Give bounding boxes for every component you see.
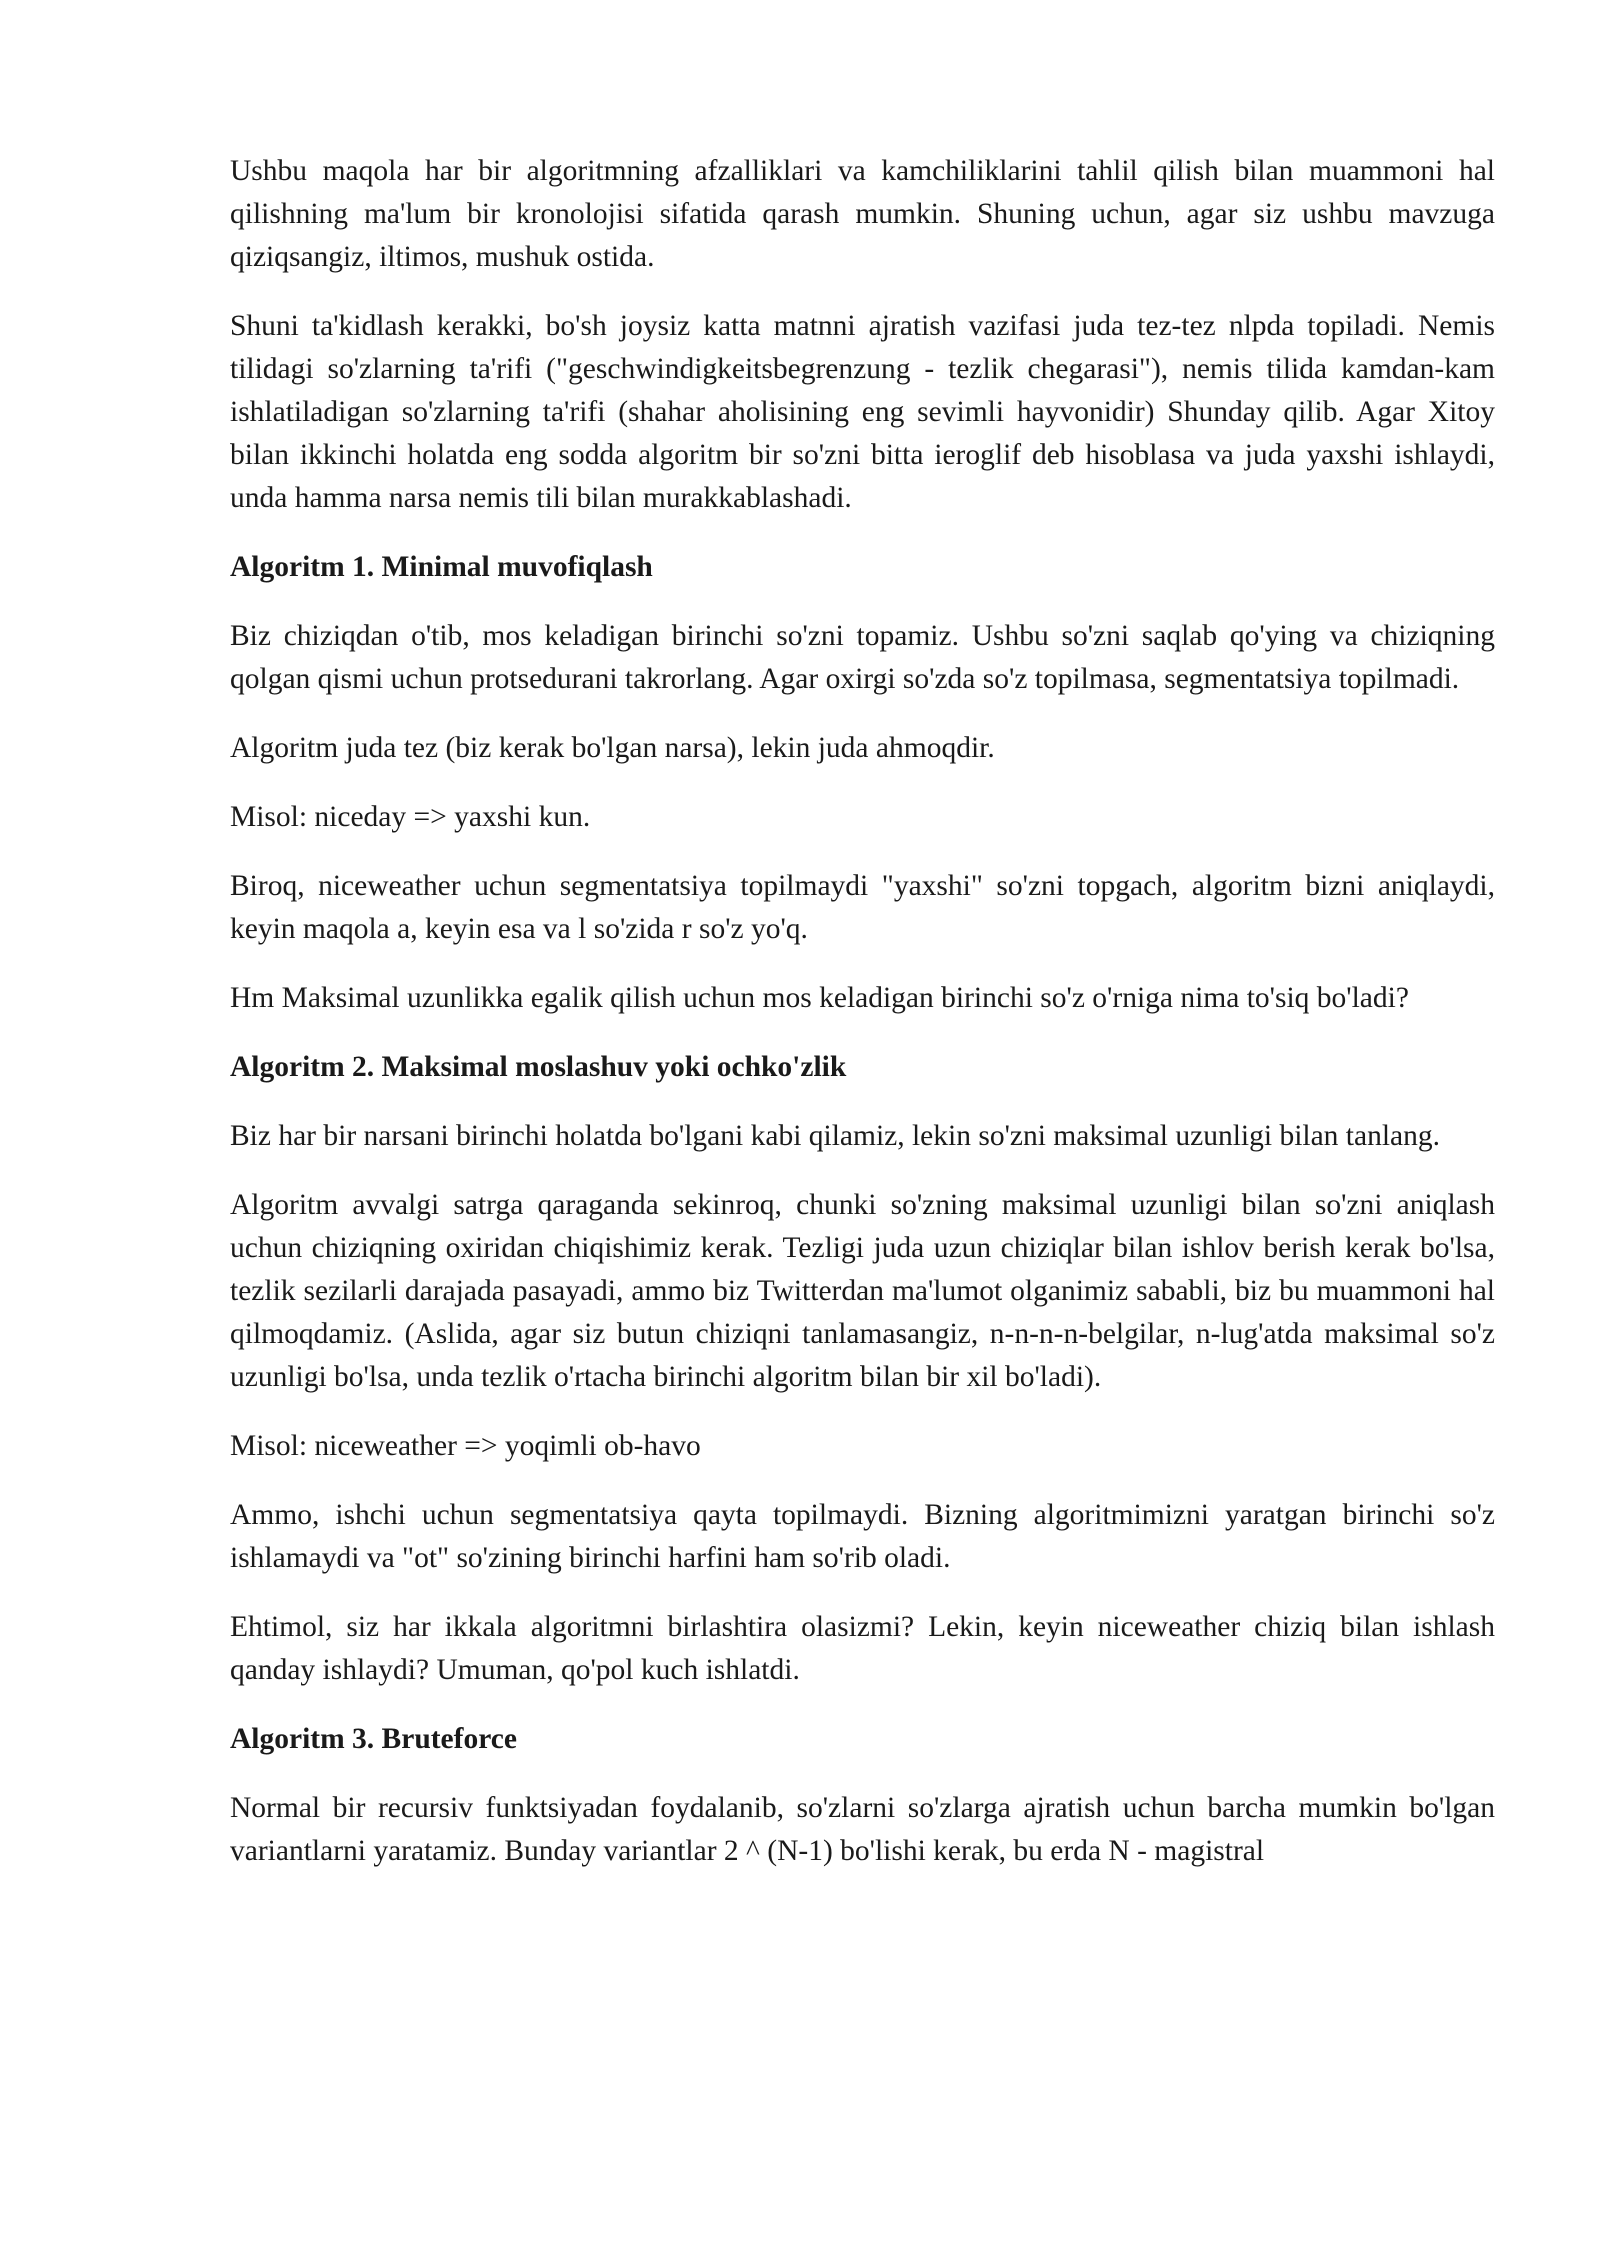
heading-algorithm-2: Algoritm 2. Maksimal moslashuv yoki ochko'zlik <box>230 1051 847 1083</box>
paragraph-algo2-description: Biz har bir narsani birinchi holatda bo'lgani kabi qilamiz, lekin so'zni maksimal uzunligi bilan tanlang. <box>230 1120 1441 1152</box>
heading-algorithm-3: Algoritm 3. Bruteforce <box>230 1723 517 1755</box>
paragraph-algo1-problem: Biroq, niceweather uchun segmentatsiya topilmaydi "yaxshi" so'zni topgach, algoritm bizni aniqlaydi, keyin maqola a, keyin esa va l so'zida r so'z yo'q. <box>230 870 1495 945</box>
paragraph-algo1-example: Misol: niceday => yaxshi kun. <box>230 801 591 833</box>
paragraph-algo2-example: Misol: niceweather => yoqimli ob-havo <box>230 1430 701 1462</box>
paragraph-algo2-question: Ehtimol, siz har ikkala algoritmni birlashtira olasizmi? Lekin, keyin niceweather chiziq bilan ishlash qanday ishlaydi? Umuman, qo'pol kuch ishlatdi. <box>230 1611 1495 1686</box>
heading-algorithm-1: Algoritm 1. Minimal muvofiqlash <box>230 551 653 583</box>
paragraph-algo1-description: Biz chiziqdan o'tib, mos keladigan birinchi so'zni topamiz. Ushbu so'zni saqlab qo'ying va chiziqning qolgan qismi uchun protsedurani takrorlang. Agar oxirgi so'zda so'z topilmasa, segmentatsiya topilmadi. <box>230 620 1495 695</box>
paragraph-context: Shuni ta'kidlash kerakki, bo'sh joysiz katta matnni ajratish vazifasi juda tez-tez nlpda topiladi. Nemis tilidagi so'zlarning ta'rifi ("geschwindigkeitsbegrenzung - tezlik chegarasi"), nemis tilida kamdan-kam ishlatiladigan so'zlarning ta'rifi (shahar aholisining eng sevimli hayvonidir) Shunday qilib. Agar Xitoy bilan ikkinchi holatda eng sodda algoritm bir so'zni bitta ieroglif deb hisoblasa va juda yaxshi ishlaydi, unda hamma narsa nemis tili bilan murakkablashadi. <box>230 310 1495 514</box>
paragraph-algo1-question: Hm Maksimal uzunlikka egalik qilish uchun mos keladigan birinchi so'z o'rniga nima to'siq bo'ladi? <box>230 982 1409 1014</box>
paragraph-intro: Ushbu maqola har bir algoritmning afzalliklari va kamchiliklarini tahlil qilish bilan muammoni hal qilishning ma'lum bir kronolojisi sifatida qarash mumkin. Shuning uchun, agar siz ushbu mavzuga qiziqsangiz, iltimos, mushuk ostida. <box>230 155 1495 273</box>
paragraph-algo2-problem: Ammo, ishchi uchun segmentatsiya qayta topilmaydi. Bizning algoritmimizni yaratgan birinchi so'z ishlamaydi va "ot" so'zining birinchi harfini ham so'rib oladi. <box>230 1499 1495 1574</box>
paragraph-algo1-speed: Algoritm juda tez (biz kerak bo'lgan narsa), lekin juda ahmoqdir. <box>230 732 995 764</box>
document-page <box>230 150 1495 1899</box>
paragraph-algo2-speed: Algoritm avvalgi satrga qaraganda sekinroq, chunki so'zning maksimal uzunligi bilan so'zni aniqlash uchun chiziqning oxiridan chiqishimiz kerak. Tezligi juda uzun chiziqlar bilan ishlov berish kerak bo'lsa, tezlik sezilarli darajada pasayadi, ammo biz Twitterdan ma'lumot olganimiz sababli, biz bu muammoni hal qilmoqdamiz. (Aslida, agar siz butun chiziqni tanlamasangiz, n-n-n-n-belgilar, n-lug'atda maksimal so'z uzunligi bo'lsa, unda tezlik o'rtacha birinchi algoritm bilan bir xil bo'ladi). <box>230 1189 1495 1393</box>
paragraph-algo3-description: Normal bir recursiv funktsiyadan foydalanib, so'zlarni so'zlarga ajratish uchun barcha mumkin bo'lgan variantlarni yaratamiz. Bunday variantlar 2 ^ (N-1) bo'lishi kerak, bu erda N - magistral <box>230 1792 1495 1867</box>
